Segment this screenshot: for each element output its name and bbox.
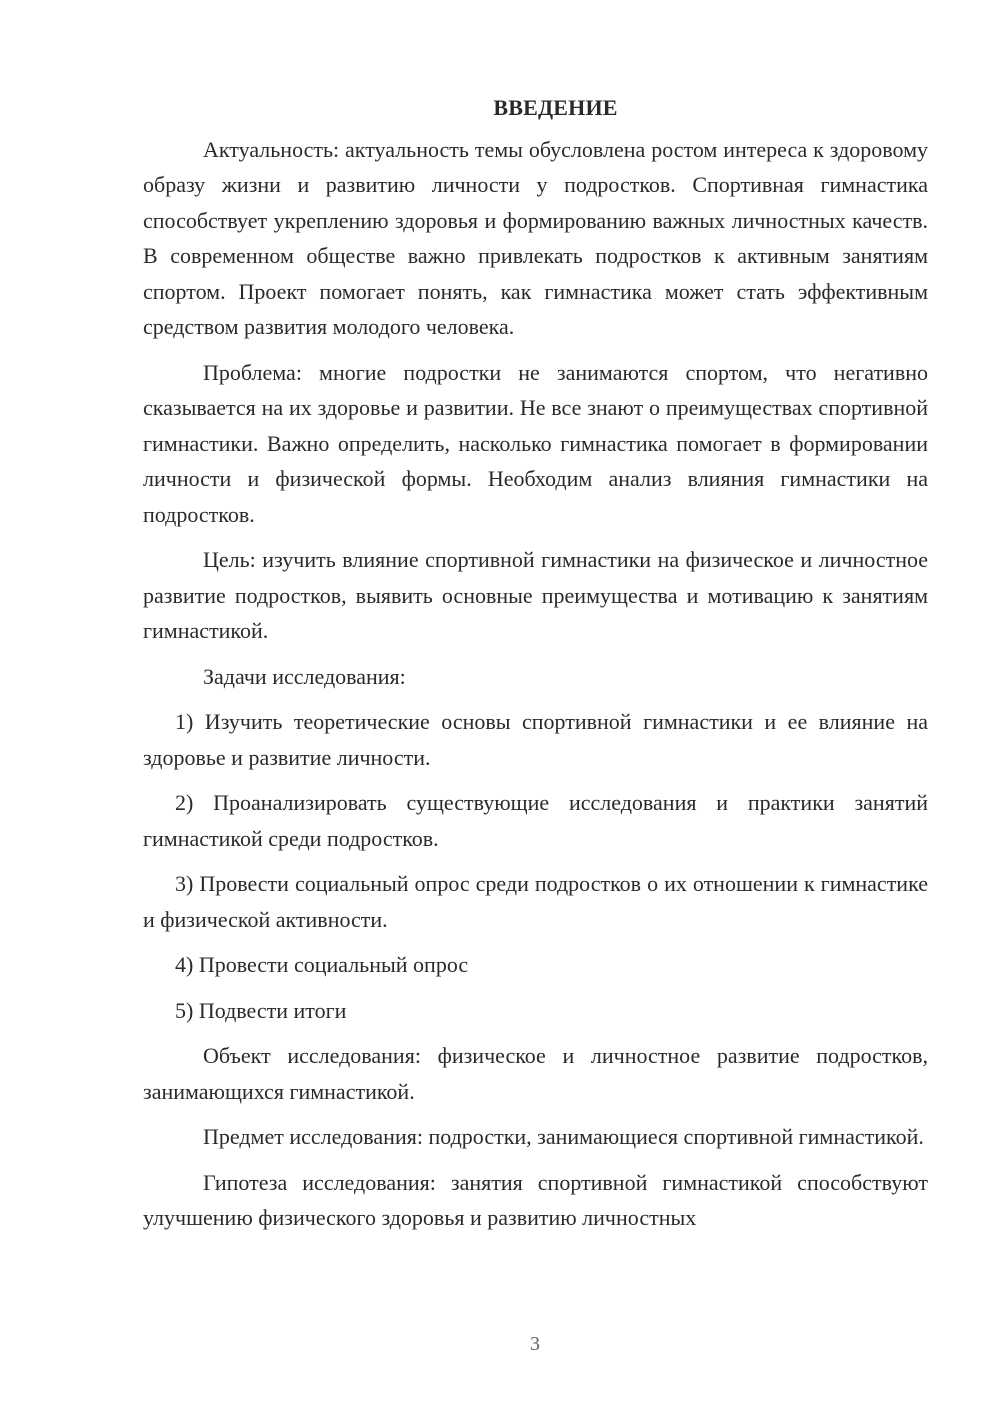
task-item-2: 2) Проанализировать существующие исследования и практики занятий гимнастикой среди подростков.: [143, 790, 928, 851]
page-number: 3: [530, 1333, 540, 1355]
paragraph-tasks-heading: Задачи исследования:: [203, 663, 406, 689]
paragraph-subject: Предмет исследования: подростки, занимающиеся спортивной гимнастикой.: [203, 1124, 924, 1149]
paragraph-relevance: Актуальность: актуальность темы обусловлена ростом интереса к здоровому образу жизни и развитию личности у подростков. Спортивная гимнастика способствует укреплению здоровья и формированию важных личностных качеств. В современном обществе важно привлекать подростков к активным занятиям спортом. Проект помогает понять, как гимнастика может стать эффективным средством развития молодого человека.: [143, 136, 928, 339]
task-item-4: 4) Провести социальный опрос: [175, 952, 469, 977]
paragraph-problem: Проблема: многие подростки не занимаются спортом, что негативно сказывается на их здоровье и развитии. Не все знают о преимуществах спортивной гимнастики. Важно определить, насколько гимнастика помогает в формировании личности и физической формы. Необходим анализ влияния гимнастики на подростков.: [143, 359, 928, 527]
section-title: ВВЕДЕНИЕ: [493, 95, 618, 120]
page-content: [143, 90, 928, 1246]
task-item-5: 5) Подвести итоги: [175, 997, 347, 1023]
task-item-3: 3) Провести социальный опрос среди подростков о их отношении к гимнастике и физической активности.: [143, 871, 928, 932]
paragraph-object: Объект исследования: физическое и личностное развитие подростков, занимающихся гимнастикой.: [143, 1043, 928, 1104]
paragraph-goal: Цель: изучить влияние спортивной гимнастики на физическое и личностное развитие подростков, выявить основные преимущества и мотивацию к занятиям гимнастикой.: [143, 547, 928, 643]
task-item-1: 1) Изучить теоретические основы спортивной гимнастики и ее влияние на здоровье и развитие личности.: [143, 709, 928, 770]
paragraph-hypothesis: Гипотеза исследования: занятия спортивной гимнастикой способствуют улучшению физического здоровья и развитию личностных: [143, 1169, 928, 1230]
